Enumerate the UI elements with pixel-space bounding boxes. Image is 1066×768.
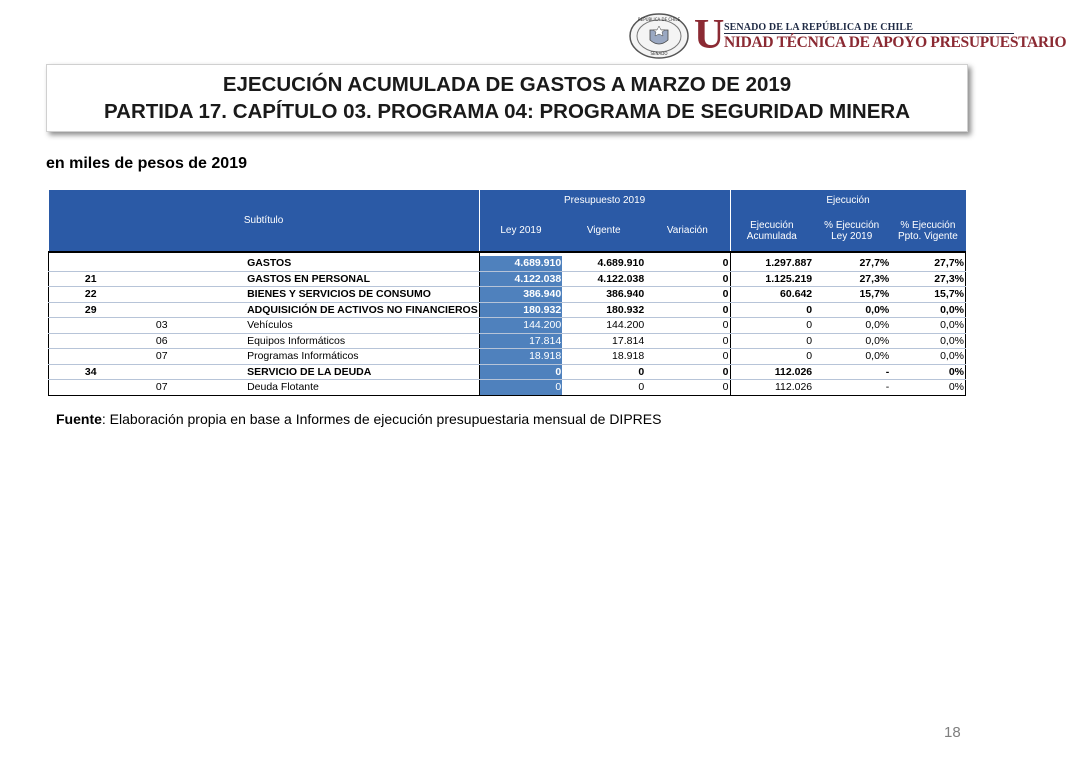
cell-pct-vigente: 27,7% [890,256,965,271]
svg-text:SENADO: SENADO [650,51,668,56]
cell-name: GASTOS [191,256,479,271]
cell-vigente: 18.918 [562,349,645,365]
cell-ley: 180.932 [479,302,562,318]
cell-name: BIENES Y SERVICIOS DE CONSUMO [191,287,479,303]
title-line-2: PARTIDA 17. CAPÍTULO 03. PROGRAMA 04: PROGRAMA DE SEGURIDAD MINERA [103,100,911,123]
cell-subtitulo [49,333,133,349]
cell-variacion: 0 [645,333,730,349]
table-row [49,349,966,365]
cell-variacion: 0 [645,364,730,380]
table-row [49,302,966,318]
header-presupuesto: Presupuesto 2019 [479,190,730,210]
logo-senate-name: SENADO DE LA REPÚBLICA DE CHILE [724,22,913,33]
cell-variacion: 0 [645,256,730,271]
cell-subtitulo: 34 [49,364,133,380]
cell-ejecucion: 1.297.887 [730,256,813,271]
cell-name: ADQUISICIÓN DE ACTIVOS NO FINANCIEROS [191,302,479,318]
cell-variacion: 0 [645,271,730,287]
header-vigente: Vigente [562,210,645,252]
source-label: Fuente [56,411,102,427]
cell-vigente: 4.689.910 [562,256,645,271]
cell-vigente: 144.200 [562,318,645,334]
table-row [49,318,966,334]
cell-name: Programas Informáticos [191,349,479,365]
cell-ejecucion: 0 [730,333,813,349]
cell-vigente: 180.932 [562,302,645,318]
cell-name: SERVICIO DE LA DEUDA [191,364,479,380]
cell-subtitulo [49,380,133,396]
cell-variacion: 0 [645,318,730,334]
cell-pct-vigente: 0,0% [890,333,965,349]
cell-pct-ley: 0,0% [813,349,890,365]
header-ley: Ley 2019 [479,210,562,252]
cell-item [132,271,191,287]
table-row [49,364,966,380]
cell-pct-vigente: 0% [890,364,965,380]
cell-ley: 144.200 [479,318,562,334]
title-box [46,64,968,132]
senate-seal-icon [628,12,690,60]
cell-subtitulo [49,349,133,365]
header-subtitulo: Subtítulo [49,190,480,252]
cell-variacion: 0 [645,380,730,396]
cell-ley: 4.689.910 [479,256,562,271]
cell-item: 03 [132,318,191,334]
budget-table [48,190,966,396]
cell-variacion: 0 [645,287,730,303]
cell-ejecucion: 0 [730,318,813,334]
cell-vigente: 0 [562,380,645,396]
table-row [49,271,966,287]
cell-pct-ley: 0,0% [813,302,890,318]
source-text: : Elaboración propia en base a Informes de ejecución presupuestaria mensual de DIPRES [101,411,662,427]
cell-pct-vigente: 27,3% [890,271,965,287]
cell-pct-ley: - [813,364,890,380]
cell-pct-vigente: 0,0% [890,349,965,365]
cell-item: 06 [132,333,191,349]
cell-pct-ley: 27,3% [813,271,890,287]
table-row [49,256,966,271]
units-label: en miles de pesos de 2019 [46,155,247,172]
header-pct-vigente: % Ejecución Ppto. Vigente [890,210,965,252]
header-ejecucion: Ejecución [730,190,966,210]
senate-logo [628,12,1066,60]
cell-ley: 386.940 [479,287,562,303]
cell-item: 07 [132,380,191,396]
cell-name: GASTOS EN PERSONAL [191,271,479,287]
cell-ejecucion: 0 [730,302,813,318]
cell-subtitulo: 22 [49,287,133,303]
cell-variacion: 0 [645,302,730,318]
cell-name: Equipos Informáticos [191,333,479,349]
cell-subtitulo: 29 [49,302,133,318]
logo-unit-name: NIDAD TÉCNICA DE APOYO PRESUPUESTARIO [724,34,1066,51]
cell-pct-ley: 15,7% [813,287,890,303]
header-variacion: Variación [645,210,730,252]
cell-ley: 17.814 [479,333,562,349]
cell-ejecucion: 1.125.219 [730,271,813,287]
cell-subtitulo: 21 [49,271,133,287]
title-line-1: EJECUCIÓN ACUMULADA DE GASTOS A MARZO DE 2019 [222,73,792,96]
table-body [49,252,966,395]
cell-pct-vigente: 0% [890,380,965,396]
cell-item: 07 [132,349,191,365]
cell-vigente: 17.814 [562,333,645,349]
cell-item [132,302,191,318]
header-pct-ley: % Ejecución Ley 2019 [813,210,890,252]
cell-pct-ley: - [813,380,890,396]
cell-pct-vigente: 15,7% [890,287,965,303]
table-row [49,333,966,349]
cell-pct-ley: 0,0% [813,318,890,334]
logo-initial: U [694,12,725,58]
table-row [49,380,966,396]
cell-variacion: 0 [645,349,730,365]
cell-subtitulo [49,318,133,334]
cell-item [132,287,191,303]
header-ejecucion-acumulada: Ejecución Acumulada [730,210,813,252]
cell-ley: 0 [479,364,562,380]
table-row [49,287,966,303]
cell-pct-ley: 0,0% [813,333,890,349]
page-number: 18 [944,724,961,741]
cell-ley: 18.918 [479,349,562,365]
svg-text:REPÚBLICA DE CHILE: REPÚBLICA DE CHILE [637,17,681,22]
cell-item [132,364,191,380]
cell-pct-vigente: 0,0% [890,318,965,334]
source-note [56,411,661,427]
cell-name: Deuda Flotante [191,380,479,396]
cell-pct-vigente: 0,0% [890,302,965,318]
cell-vigente: 386.940 [562,287,645,303]
cell-ejecucion: 112.026 [730,364,813,380]
cell-ejecucion: 0 [730,349,813,365]
cell-vigente: 0 [562,364,645,380]
cell-ejecucion: 112.026 [730,380,813,396]
cell-vigente: 4.122.038 [562,271,645,287]
cell-pct-ley: 27,7% [813,256,890,271]
cell-ejecucion: 60.642 [730,287,813,303]
cell-subtitulo [49,256,133,271]
cell-name: Vehículos [191,318,479,334]
cell-ley: 0 [479,380,562,396]
cell-item [132,256,191,271]
cell-ley: 4.122.038 [479,271,562,287]
